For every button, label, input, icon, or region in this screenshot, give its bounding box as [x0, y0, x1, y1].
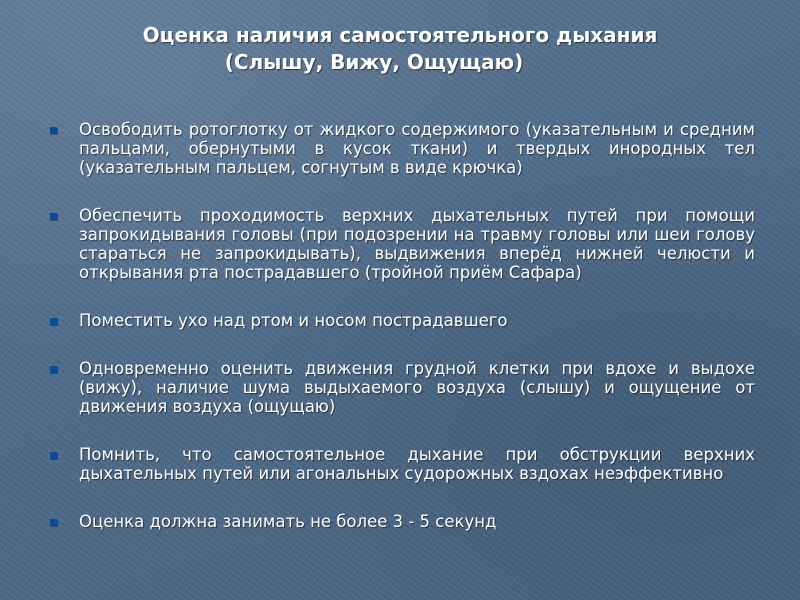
bullet-item [48, 359, 755, 416]
bullet-item [48, 445, 755, 483]
bullet-item [48, 311, 755, 330]
bullet-text: Обеспечить проходимость верхних дыхательных путей при помощи запрокидывания головы (при подозрении на травму головы или шеи голову стараться не запрокидывать), выдвижения вперёд нижней челюсти и открывания рта пострадавшего (тройной приём Сафара) [79, 206, 755, 282]
square-bullet-icon [50, 519, 57, 526]
bullet-list [48, 120, 755, 560]
bullet-text: Поместить ухо над ртом и носом пострадавшего [79, 311, 508, 330]
bullet-text: Помнить, что самостоятельное дыхание при обструкции верхних дыхательных путей или агональных судорожных вздохах неэффективно [79, 445, 755, 483]
square-bullet-icon [50, 318, 57, 325]
bullet-item [48, 206, 755, 282]
slide-title [0, 22, 800, 76]
square-bullet-icon [50, 366, 57, 373]
bullet-text: Одновременно оценить движения грудной клетки при вдохе и выдохе (вижу), наличие шума выдыхаемого воздуха (слышу) и ощущение от движения воздуха (ощущаю) [79, 359, 755, 416]
bullet-item [48, 120, 755, 177]
bullet-text: Оценка должна занимать не более 3 - 5 секунд [79, 512, 497, 531]
square-bullet-icon [50, 213, 57, 220]
bullet-text: Освободить ротоглотку от жидкого содержимого (указательным и средним пальцами, обернутыми в кусок ткани) и твердых инородных тел (указательным пальцем, согнутым в виде крючка) [79, 120, 755, 177]
bullet-item [48, 512, 755, 531]
square-bullet-icon [50, 452, 57, 459]
slide-title-line-1: Оценка наличия самостоятельного дыхания [142, 23, 658, 47]
slide-subtitle: (Слышу, Вижу, Ощущаю) [224, 50, 524, 74]
square-bullet-icon [50, 127, 57, 134]
